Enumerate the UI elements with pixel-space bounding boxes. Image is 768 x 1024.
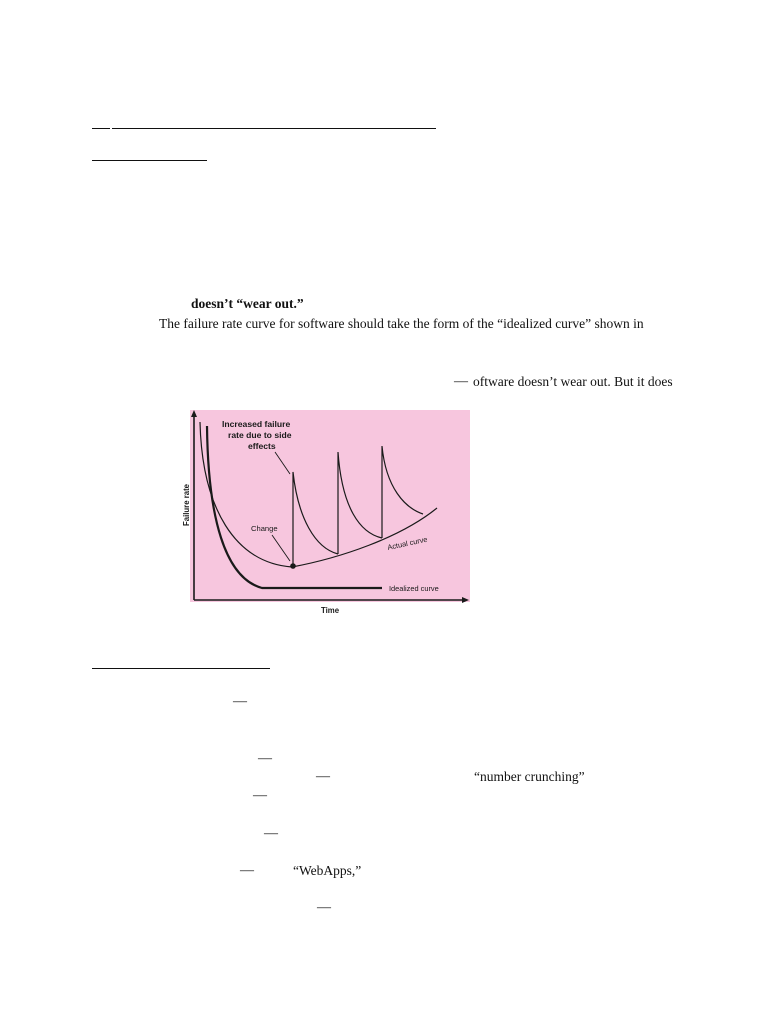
failure-rate-paragraph-line: The failure rate curve for software should take the form of the “idealized curve” shown in (159, 316, 644, 331)
y-axis-label: Failure rate (182, 483, 191, 527)
list-dash-6: — (240, 863, 254, 878)
list-dash-4: — (253, 788, 267, 803)
subheader-rule (92, 160, 207, 161)
list-dash-2: — (258, 751, 272, 766)
list-dash-7: — (317, 900, 331, 915)
annotation-line-3: effects (248, 441, 276, 451)
actual-curve-label: Actual curve (386, 534, 429, 552)
list-dash-1: — (233, 694, 247, 709)
number-crunching-text: “number crunching” (474, 769, 585, 784)
header-rule-short (92, 128, 110, 129)
webapps-text: “WebApps,” (293, 863, 362, 878)
list-dash-3: — (316, 769, 330, 784)
header-rule-long (112, 128, 436, 129)
change-label: Change (251, 524, 278, 533)
change-point (290, 563, 296, 569)
continuation-text: oftware doesn’t wear out. But it does (473, 374, 673, 389)
bold-phrase: doesn’t “wear out.” (191, 296, 304, 311)
list-dash-5: — (264, 826, 278, 841)
annotation-line-2: rate due to side (228, 430, 292, 440)
annotation-line-1: Increased failure (222, 419, 291, 429)
failure-curve-figure (180, 408, 476, 620)
idealized-curve-label: Idealized curve (389, 584, 439, 593)
section-rule (92, 668, 270, 669)
continuation-dash: — (454, 374, 468, 389)
x-axis-label: Time (321, 606, 340, 615)
